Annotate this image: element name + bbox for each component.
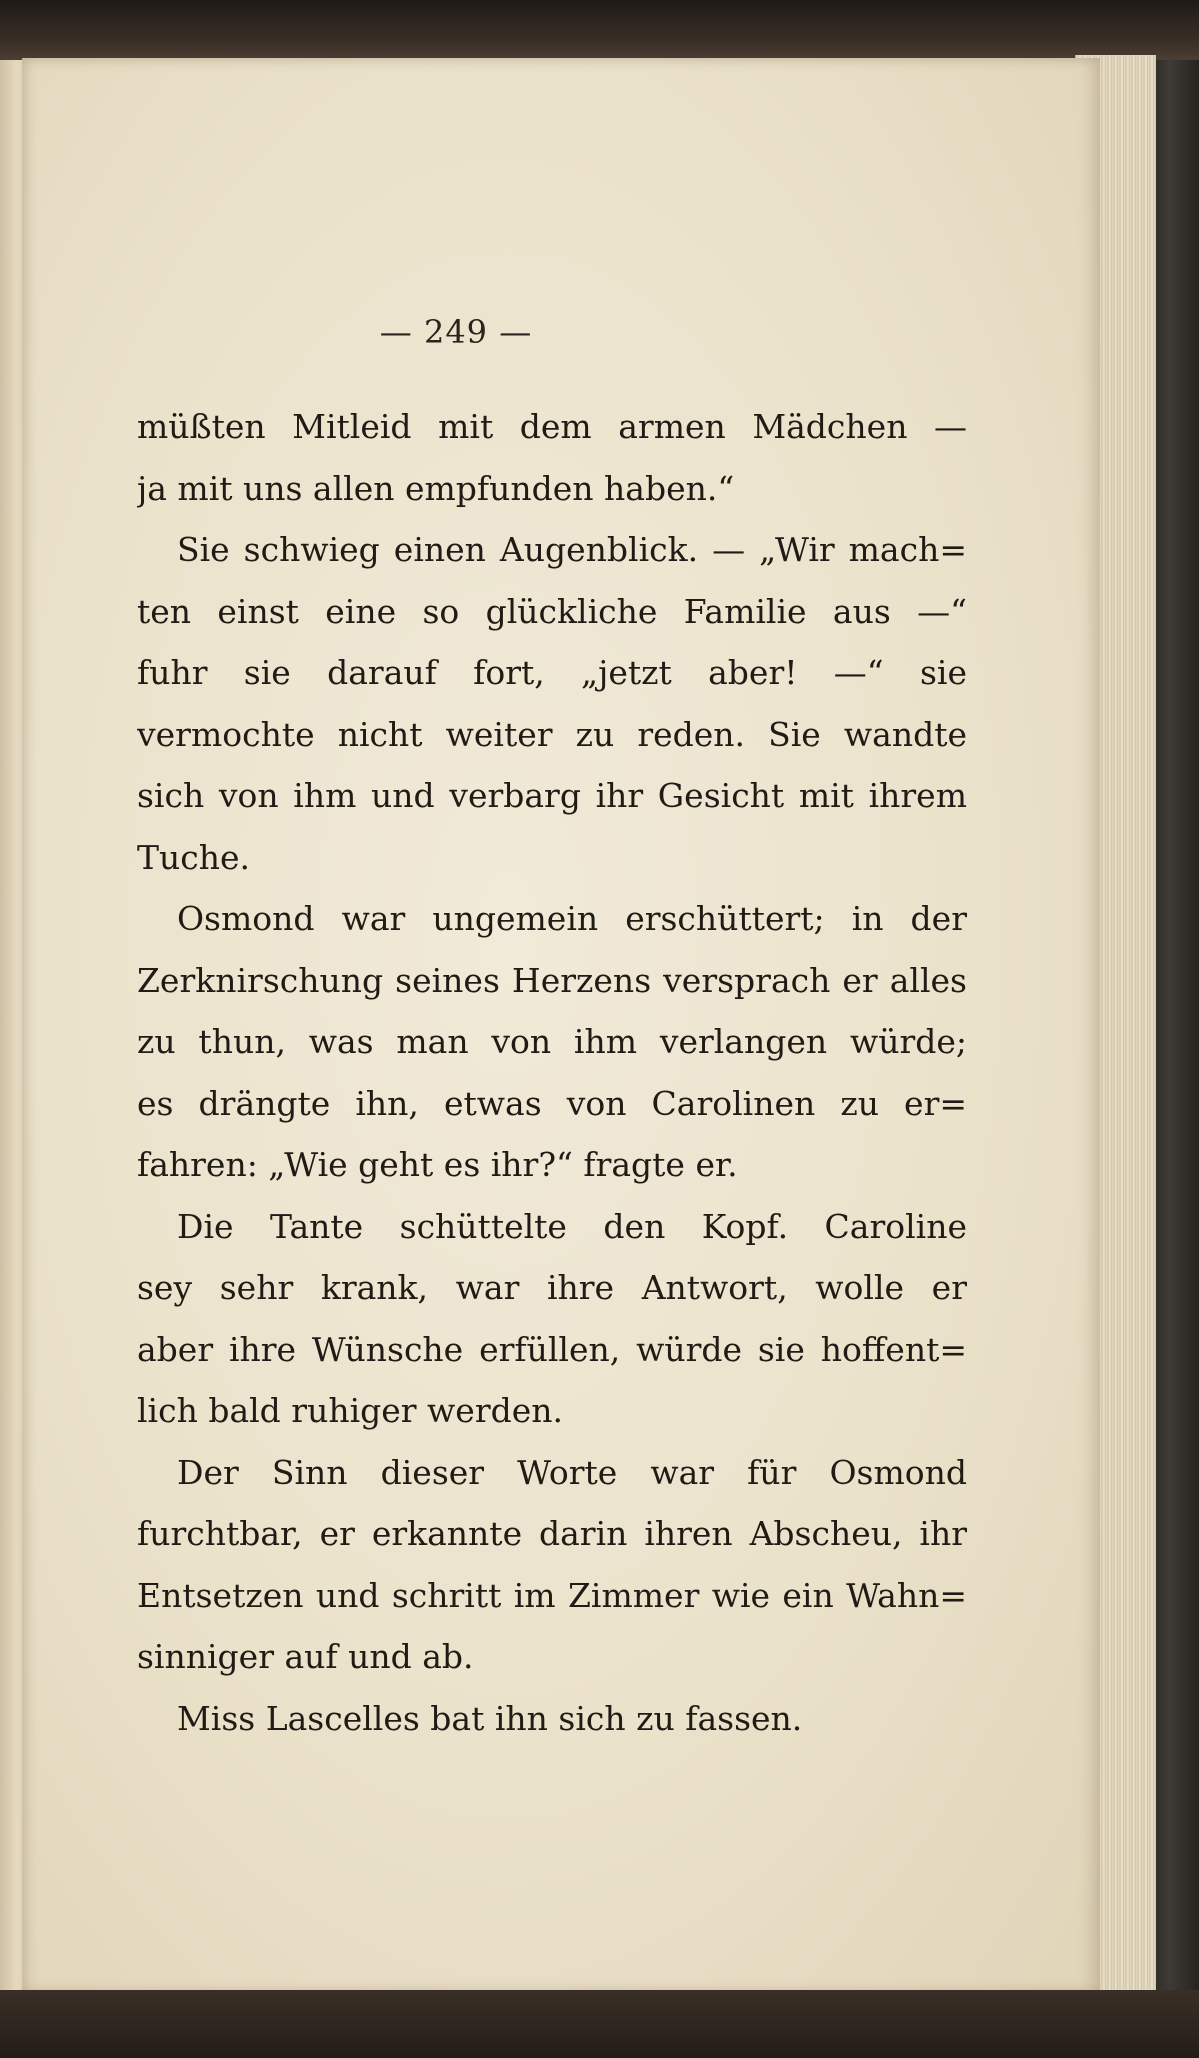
text-line: sich von ihm und verbarg ihr Gesicht mit ihrem (137, 776, 967, 815)
book-cover-right (1150, 60, 1199, 1990)
text-line: Sie schwieg einen Augenblick. — „Wir mach= (177, 530, 967, 569)
text-line: ten einst eine so glückliche Familie aus —“ (137, 591, 967, 631)
text-line: vermochte nicht weiter zu reden. Sie wandte (137, 714, 967, 754)
page-number: — 249 — (379, 313, 533, 351)
text-line: zu thun, was man von ihm verlangen würde; (137, 1022, 967, 1061)
text-line: aber ihre Wünsche erfüllen, würde sie hoffent= (137, 1329, 967, 1369)
book-cover-bottom (0, 1990, 1199, 2058)
text-line: sey sehr krank, war ihre Antwort, wolle er (137, 1268, 967, 1307)
text-line: sinniger auf und ab. (137, 1637, 474, 1676)
book-page (22, 58, 1100, 1993)
body-text (137, 396, 967, 1749)
text-line: Tuche. (137, 837, 251, 877)
text-line: Entsetzen und schritt im Zimmer wie ein Wahn= (137, 1575, 967, 1615)
text-line: Miss Lascelles bat ihn sich zu fassen. (177, 1698, 803, 1738)
text-line: furchtbar, er erkannte darin ihren Abscheu, ihr (137, 1514, 967, 1553)
text-line: fahren: „Wie geht es ihr?“ fragte er. (137, 1145, 738, 1184)
text-line: Die Tante schüttelte den Kopf. Caroline (177, 1206, 967, 1246)
text-line: Der Sinn dieser Worte war für Osmond (177, 1452, 967, 1492)
text-line: lich bald ruhiger werden. (137, 1391, 564, 1430)
text-line: müßten Mitleid mit dem armen Mädchen — (137, 407, 967, 446)
text-line: fuhr sie darauf fort, „jetzt aber! —“ sie (137, 653, 967, 692)
book-cover-top (0, 0, 1199, 60)
text-line: Osmond war ungemein erschüttert; in der (177, 899, 967, 938)
text-line: es drängte ihn, etwas von Carolinen zu er= (137, 1083, 967, 1123)
text-line: Zerknirschung seines Herzens versprach er alles (137, 960, 967, 1000)
text-line: ja mit uns allen empfunden haben.“ (137, 468, 735, 508)
